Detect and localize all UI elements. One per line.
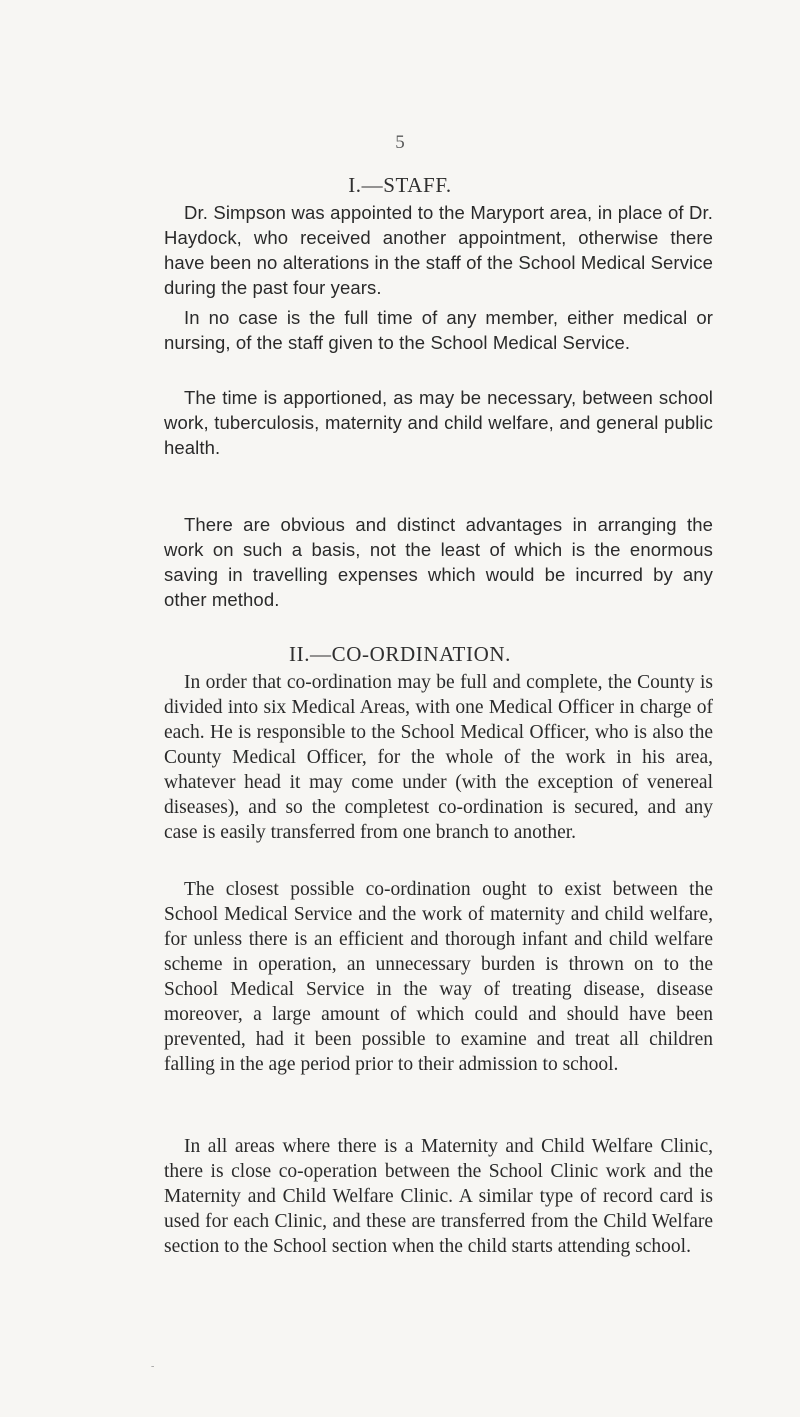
paragraph-staff-advantages: There are obvious and distinct advantages in arranging the work on such a basis, not the least of which is the enormous saving in travelling expenses which would be incurred by any other method.	[164, 514, 713, 610]
section-heading-coordination: II.—CO-ORDINATION.	[289, 642, 511, 666]
section-heading-staff: I.—STAFF.	[348, 173, 452, 197]
paragraph-coordination-child-welfare: The closest possible co-ordination ought to exist between the School Medical Service and the work of maternity and child welfare, for unless there is an efficient and thorough infant and child welfare scheme in operation, an unnecessary burden is thrown on to the School Medical Service in the way of treating disease, disease moreover, a large amount of which could and should have been prevented, had it been possible to examine and treat all children falling in the age period prior to their admission to school.	[164, 879, 713, 1075]
paragraph-staff-appointment: Dr. Simpson was appointed to the Maryport area, in place of Dr. Haydock, who received another appointment, otherwise there have been no alterations in the staff of the School Medical Service during the past four years.	[164, 202, 713, 298]
scan-speck: -	[151, 1361, 155, 1372]
paragraph-coordination-clinics: In all areas where there is a Maternity and Child Welfare Clinic, there is close co-operation between the School Clinic work and the Maternity and Child Welfare Clinic. A similar type of record card is used for each Clinic, and these are transferred from the Child Welfare section to the School section when the child starts attending school.	[164, 1136, 713, 1257]
paragraph-staff-full-time: In no case is the full time of any member, either medical or nursing, of the staff given to the School Medical Service.	[164, 307, 713, 353]
paragraph-coordination-areas: In order that co-ordination may be full and complete, the County is divided into six Medical Areas, with one Medical Officer in charge of each. He is responsible to the School Medical Officer, who is also the County Medical Officer, for the whole of the work in his area, whatever head it may come under (with the exception of venereal diseases), and so the completest co-ordination is secured, and any case is easily transferred from one branch to another.	[164, 672, 713, 843]
page-number: 5	[395, 132, 405, 153]
paragraph-staff-apportioned: The time is apportioned, as may be necessary, between school work, tuberculosis, maternity and child welfare, and general public health.	[164, 387, 713, 458]
